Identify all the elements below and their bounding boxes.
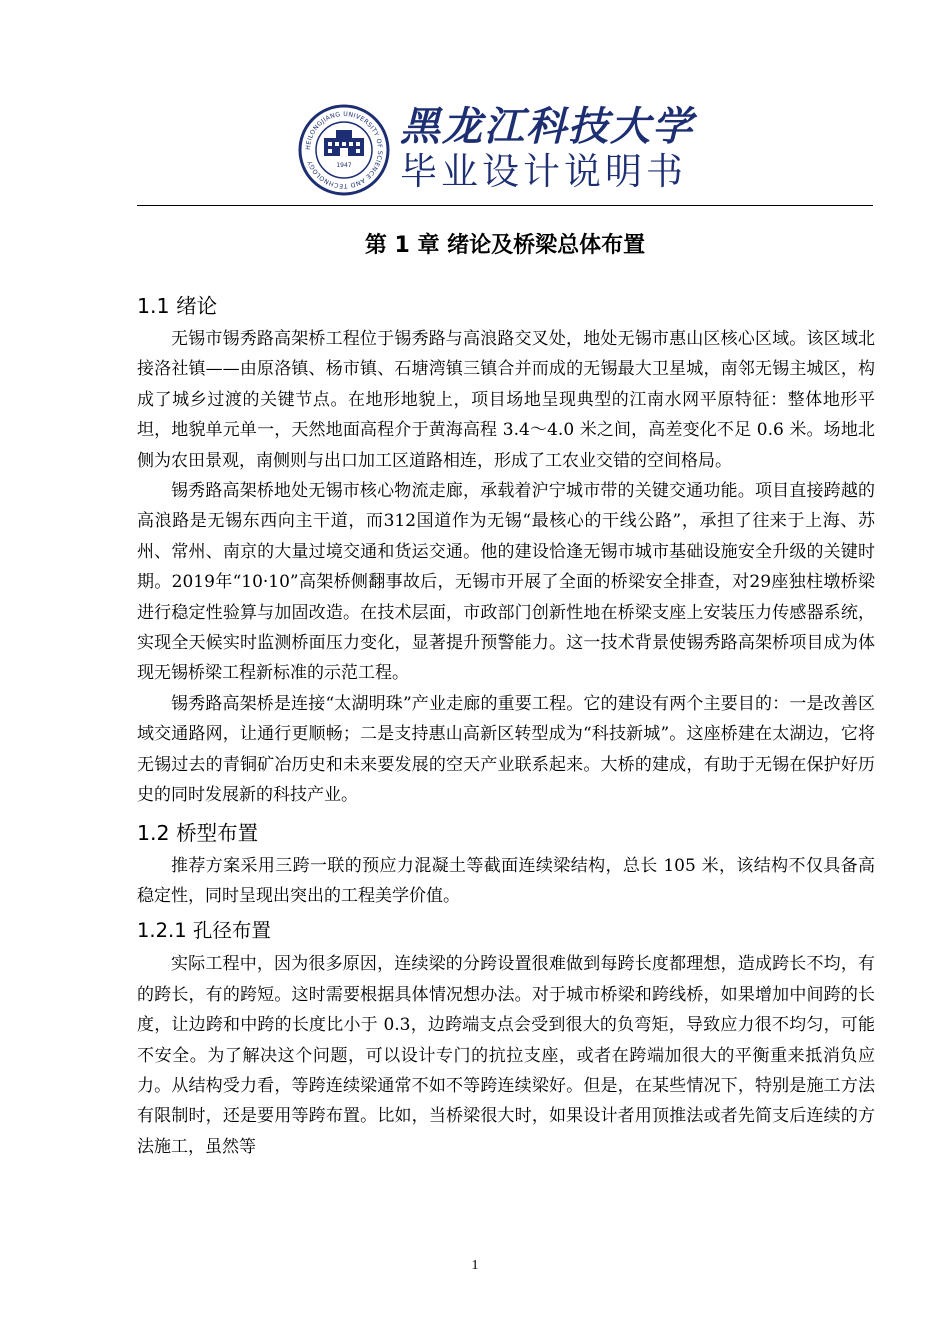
seal-year: 1947 xyxy=(336,162,352,169)
chapter-title: 第 1 章 绪论及桥梁总体布置 xyxy=(364,233,646,258)
document-header xyxy=(0,100,950,200)
document-type: 毕业设计说明书 xyxy=(400,150,687,193)
section-heading: 1.2 桥型布置 xyxy=(137,820,259,845)
seal-ring-text: HEILONGJIANG UNIVERSITY OF SCIENCE AND TECHNOLOGY xyxy=(304,110,384,190)
paragraph: 实际工程中，因为很多原因，连续梁的分跨设置很难做到每跨长度都理想，造成跨长不均，有的跨长，有的跨短。这时需要根据具体情况想办法。对于城市桥梁和跨线桥，如果增加中间跨的长度，让边跨和中跨的长度比小于 0.3，边跨端支点会受到很大的负弯矩，导致应力很不均匀，可能不安全。为了解决这个问题，可以设计专门的抗拉支座，或者在跨端加很大的平衡重来抵消负应力。从结构受力看，等跨连续梁通常不如不等跨连续梁好。但是，在某些情况下，特别是施工方法有限制时，还是要用等跨布置。比如，当桥梁很大时，如果设计者用顶推法或者先简支后连续的方法施工，虽然等 xyxy=(137,954,875,1157)
header-divider xyxy=(137,205,873,206)
paragraph: 推荐方案采用三跨一联的预应力混凝土等截面连续梁结构，总长 105 米，该结构不仅具备高稳定性，同时呈现出突出的工程美学价值。 xyxy=(137,855,875,906)
page-number: 1 xyxy=(471,1258,479,1273)
university-name: 黑龙江科技大学 xyxy=(400,103,694,150)
paragraph: 锡秀路高架桥地处无锡市核心物流走廊，承载着沪宁城市带的关键交通功能。项目直接跨越的高浪路是无锡东西向主干道，而312国道作为无锡“最核心的干线公路”，承担了往来于上海、苏州、常州、南京的大量过境交通和货运交通。他的建设恰逢无锡市城市基础设施安全升级的关键时期。2019年“10·10”高架桥侧翻事故后，无锡市开展了全面的桥梁安全排查，对29座独柱墩桥梁进行稳定性验算与加固改造。在技术层面，市政部门创新性地在桥梁支座上安装压力传感器系统，实现全天候实时监测桥面压力变化，显著提升预警能力。这一技术背景使锡秀路高架桥项目成为体现无锡桥梁工程新标准的示范工程。 xyxy=(137,481,875,684)
university-seal-icon xyxy=(298,104,390,196)
paragraph: 无锡市锡秀路高架桥工程位于锡秀路与高浪路交叉处，地处无锡市惠山区核心区域。该区域北接洛社镇——由原洛镇、杨市镇、石塘湾镇三镇合并而成的无锡最大卫星城，南邻无锡主城区，构成了城乡过渡的关键节点。在地形地貌上，项目场地呈现典型的江南水网平原特征：整体地形平坦，地貌单元单一，天然地面高程介于黄海高程 3.4～4.0 米之间，高差变化不足 0.6 米。场地北侧为农田景观，南侧则与出口加工区道路相连，形成了工农业交错的空间格局。 xyxy=(137,329,875,471)
brand-block xyxy=(400,104,694,194)
body-content xyxy=(137,288,875,1162)
subsection-heading: 1.2.1 孔径布置 xyxy=(137,919,271,943)
paragraph: 锡秀路高架桥是连接“太湖明珠”产业走廊的重要工程。它的建设有两个主要目的：一是改善区域交通路网，让通行更顺畅；二是支持惠山高新区转型成为“科技新城”。这座桥建在太湖边，它将无锡过去的青铜矿冶历史和未来要发展的空天产业联系起来。大桥的建成，有助于无锡在保护好历史的同时发展新的科技产业。 xyxy=(137,693,875,806)
section-heading: 1.1 绪论 xyxy=(137,294,218,318)
